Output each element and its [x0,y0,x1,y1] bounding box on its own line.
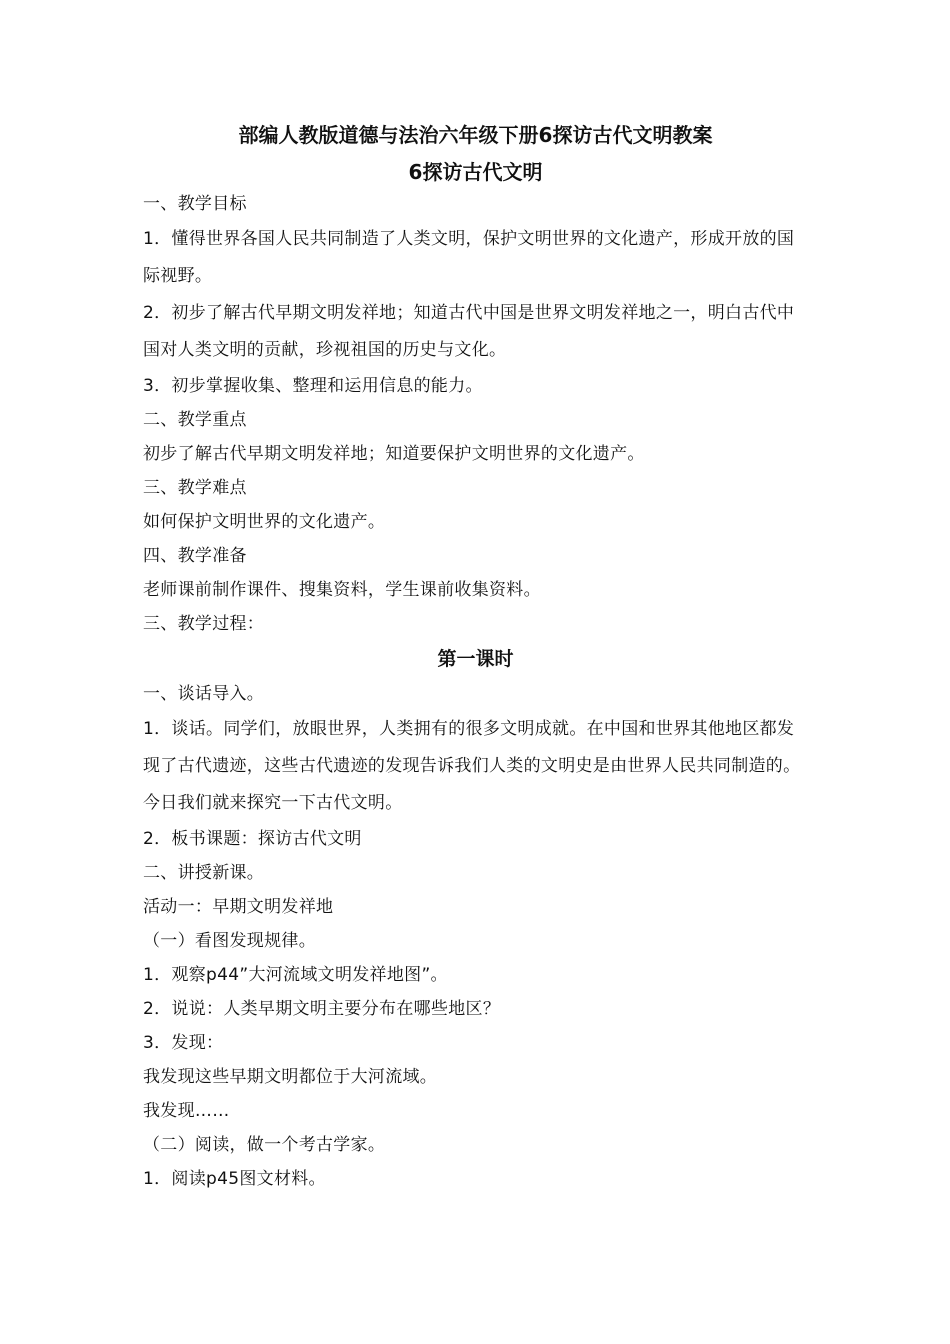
section-heading-objectives: 一、教学目标 [143,194,247,214]
blackboard-title: 2．板书课题：探访古代文明 [143,829,362,849]
step-heading-new-lesson: 二、讲授新课。 [143,863,265,883]
objective-2: 2．初步了解古代早期文明发祥地；知道古代中国是世界文明发祥地之一，明白古代中国对人类文明的贡献，珍视祖国的历史与文化。 [143,303,795,360]
step-heading-introduction: 一、谈话导入。 [143,684,265,704]
key-points-text: 初步了解古代早期文明发祥地；知道要保护文明世界的文化遗产。 [143,444,645,464]
finding-2: 我发现…… [143,1101,230,1121]
lesson-heading: 第一课时 [437,648,514,670]
observe-item-1: 1．观察p44”大河流域文明发祥地图”。 [143,965,448,985]
section-heading-preparation: 四、教学准备 [143,546,247,566]
section-heading-difficulties: 三、教学难点 [143,478,247,498]
subsection-read: （二）阅读，做一个考古学家。 [143,1135,386,1155]
difficulties-text: 如何保护文明世界的文化遗产。 [143,512,386,532]
objective-1: 1．懂得世界各国人民共同制造了人类文明，保护文明世界的文化遗产，形成开放的国际视野。 [143,229,795,286]
document-title: 部编人教版道德与法治六年级下册6探访古代文明教案 [238,123,713,147]
document-subtitle: 6探访古代文明 [408,160,543,184]
introduction-talk: 1．谈话。同学们，放眼世界，人类拥有的很多文明成就。在中国和世界其他地区都发现了古代遗迹，这些古代遗迹的发现告诉我们人类的文明史是由世界人民共同制造的。今日我们就来探究一下古代文明。 [143,719,801,813]
read-item-1: 1．阅读p45图文材料。 [143,1169,326,1189]
observe-item-3: 3．发现： [143,1033,224,1053]
observe-item-2: 2．说说：人类早期文明主要分布在哪些地区？ [143,999,501,1019]
section-heading-key-points: 二、教学重点 [143,410,247,430]
objective-3: 3．初步掌握收集、整理和运用信息的能力。 [143,376,483,396]
section-heading-process: 三、教学过程： [143,614,265,634]
activity-one-heading: 活动一：早期文明发祥地 [143,897,334,917]
preparation-text: 老师课前制作课件、搜集资料，学生课前收集资料。 [143,580,541,600]
document-body [143,120,808,1196]
finding-1: 我发现这些早期文明都位于大河流域。 [143,1067,438,1087]
subsection-observe: （一）看图发现规律。 [143,931,316,951]
